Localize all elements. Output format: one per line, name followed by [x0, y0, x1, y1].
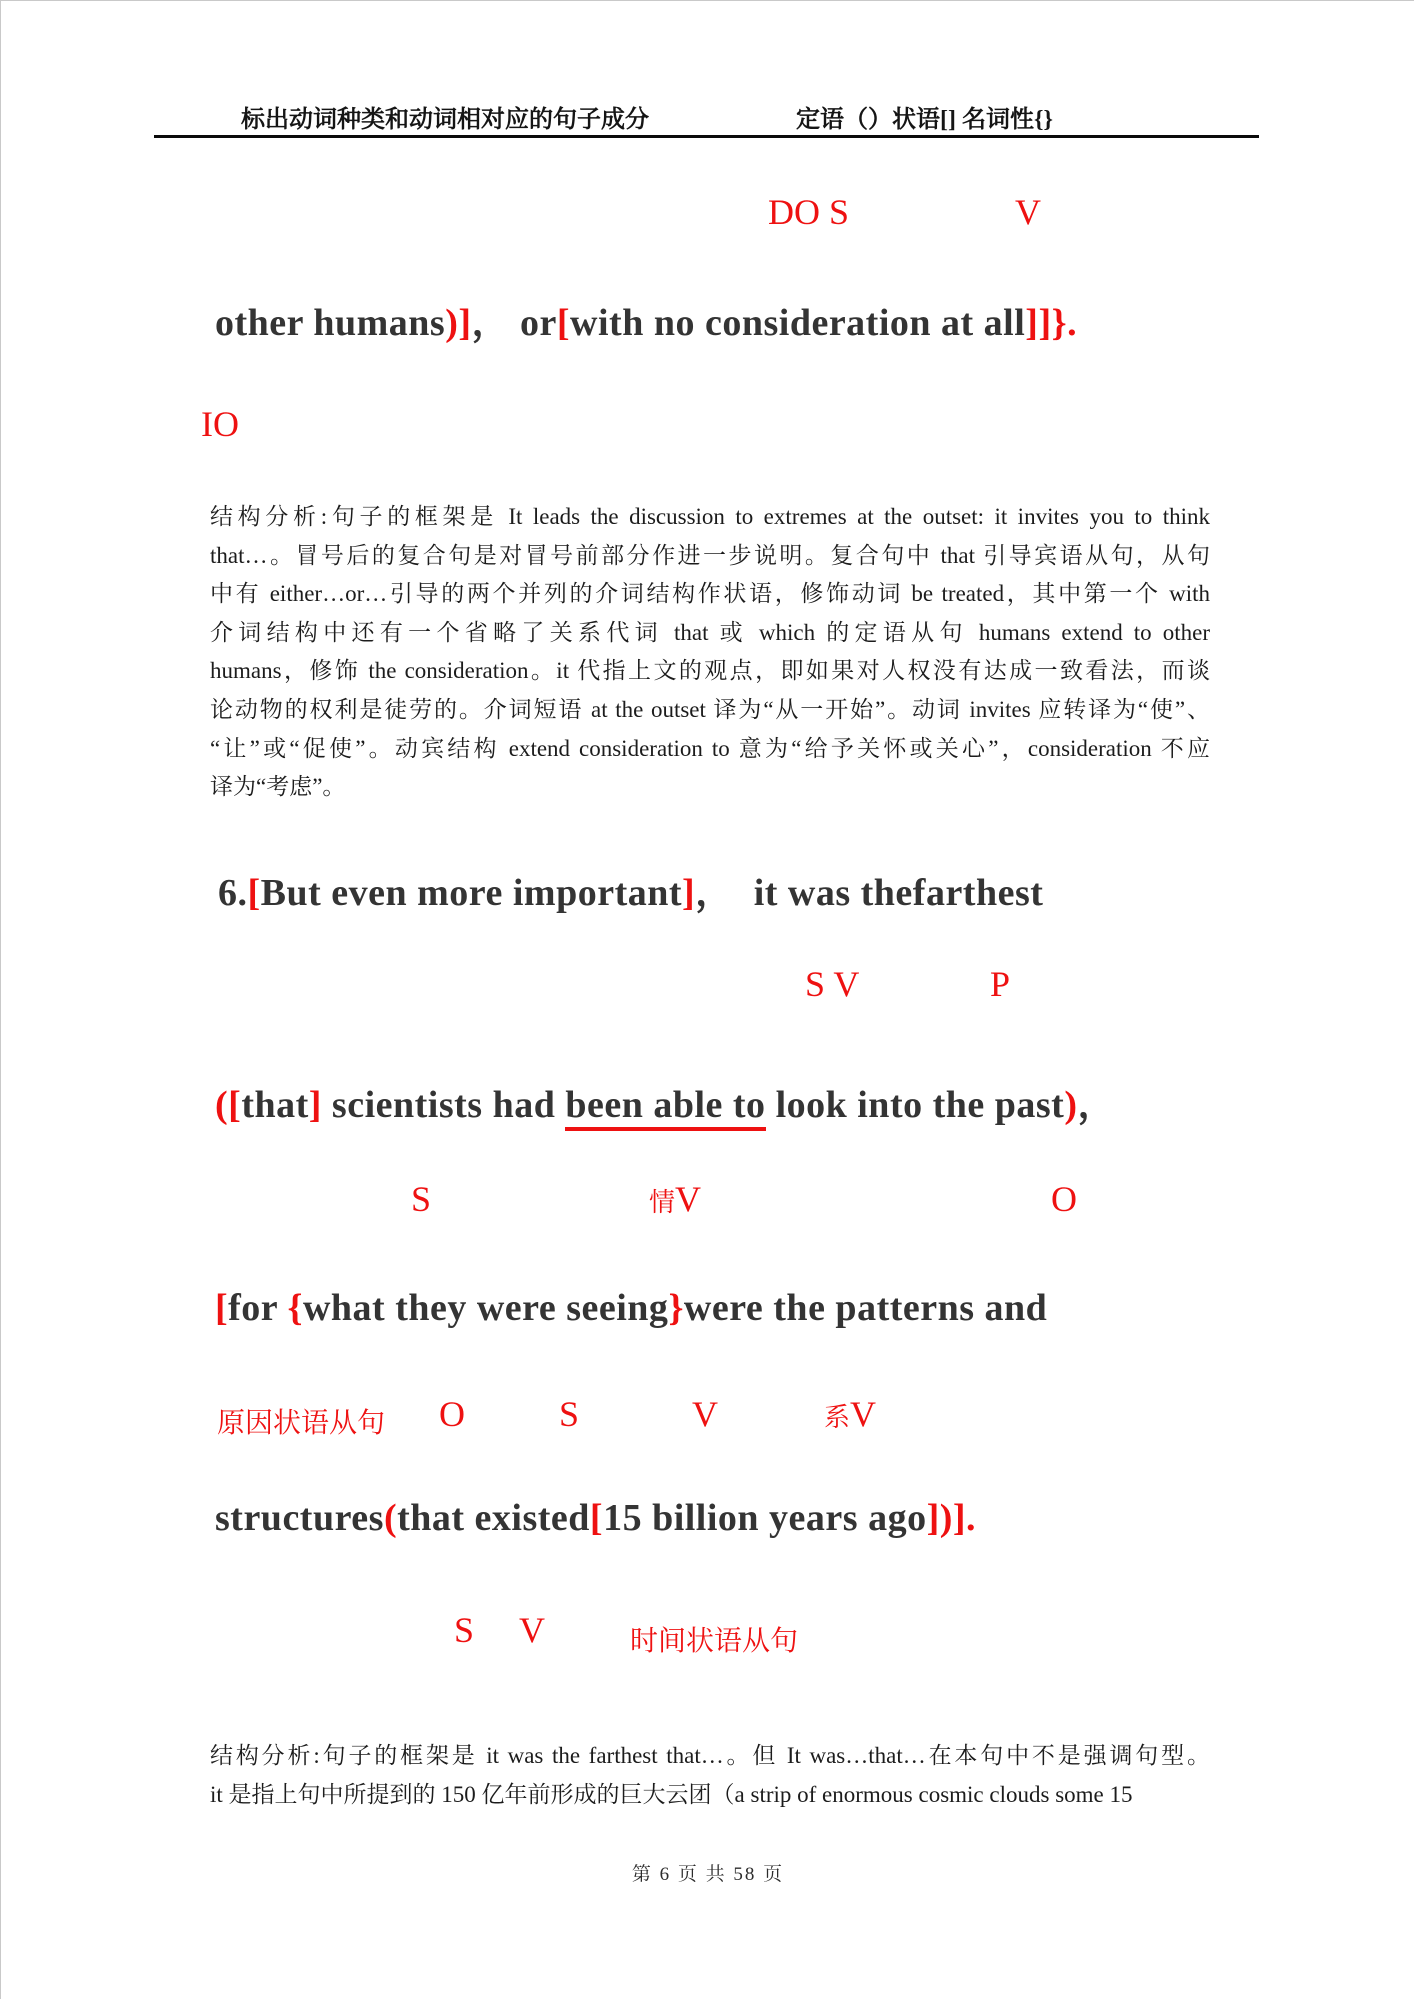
annotation-time-clause: 时间状语从句 [630, 1626, 799, 1657]
annotation-s-v: S V [805, 964, 860, 1004]
analysis-1-line: 结构分析:句子的框架是 It leads the discussion to extremes at the outset: it invites you to think [210, 504, 1210, 529]
heading-6-part: it was thefarthest [753, 872, 1044, 914]
sentence-2-part: look into the past [765, 1084, 1065, 1126]
analysis-1-line: humans，修饰 the consideration。it 代指上文的观点，即如果对人权没有达成一致看法，而谈 [210, 658, 1210, 684]
analysis-2-line: it 是指上句中所提到的 150 亿年前形成的巨大云团（a strip of enormous cosmic clouds some 15 [210, 1781, 1133, 1807]
annotation-o-2: O [1051, 1179, 1077, 1219]
red-bracket: [ [247, 872, 261, 914]
red-bracket: [ [556, 302, 571, 344]
analysis-1-line: that…。冒号后的复合句是对冒号前部分作进一步说明。复合句中 that 引导宾语从句，从句 [210, 542, 1210, 568]
sentence-1-part: other humans [215, 302, 446, 344]
heading-6-part: But even more important [260, 872, 683, 914]
annotation-v-3 [692, 1393, 718, 1435]
page-footer: 第 6 页 共 58 页 [631, 1864, 785, 1885]
annotation-xi-v [824, 1393, 876, 1435]
analysis-1-line: 译为“考虑”。 [210, 774, 346, 800]
sentence-1-part: or [520, 302, 557, 344]
red-paren: ( [383, 1497, 398, 1539]
annotation-v-2: V [675, 1179, 702, 1219]
annotation-qing: 情 [649, 1188, 676, 1217]
annotation-s-2: S [411, 1179, 432, 1219]
red-bracket: [ [215, 1287, 229, 1329]
header-legend: 定语（）状语[] 名词性{} [796, 107, 1053, 133]
sentence-line-4 [215, 1496, 976, 1540]
annotation-o-3: O [439, 1394, 465, 1434]
analysis-1-line: 中有 either…or…引导的两个并列的介词结构作状语，修饰动词 be treated，其中第一个 with [210, 581, 1210, 607]
annotation-io: IO [201, 404, 239, 444]
sentence-3-part: were the patterns and [683, 1287, 1048, 1329]
annotation-s-4: S [454, 1610, 475, 1650]
analysis-1-line: “让”或“促使”。动宾结构 extend consideration to 意为“给予关怀或关心”，consideration 不应 [210, 735, 1210, 761]
analysis-1-line: 介词结构中还有一个省略了关系代词 that 或 which 的定语从句 humans extend to other [210, 619, 1210, 645]
heading-6-number: 6. [218, 872, 248, 914]
sentence-3-part: for [228, 1287, 288, 1329]
sentence-line-1 [215, 291, 1077, 346]
sentence-2-underlined: been able to [565, 1084, 765, 1131]
sentence-4-part: that existed [397, 1497, 590, 1539]
red-bracket: ) [1064, 1084, 1078, 1126]
heading-6-part: ， [695, 872, 754, 914]
sentence-line-3 [215, 1286, 1047, 1330]
header-divider [154, 135, 1259, 138]
annotation-xi: 系 [824, 1403, 851, 1432]
annotation-reason-clause: 原因状语从句 [217, 1408, 386, 1439]
sentence-4-part: structures [215, 1497, 384, 1539]
annotation-qing-v [649, 1178, 701, 1220]
sentence-4-part: 15 billion years ago [603, 1497, 927, 1539]
analysis-paragraph-2 [210, 1737, 1210, 1814]
sentence-1-part: with no consideration at all [570, 302, 1026, 344]
annotation-p: P [990, 964, 1011, 1004]
sentence-2-part: scientists had [321, 1084, 566, 1126]
red-bracket: ])]. [926, 1497, 977, 1539]
red-bracket: [ [589, 1497, 604, 1539]
annotation-v-3-label: V [692, 1394, 718, 1434]
sentence-2-part: ， [1077, 1084, 1117, 1126]
sentence-heading-6 [218, 861, 1043, 916]
annotation-v-1: V [1015, 192, 1041, 232]
red-bracket: ]]}. [1025, 302, 1078, 344]
red-bracket: )] [445, 302, 472, 344]
analysis-1-line: 论动物的权利是徒劳的。介词短语 at the outset 译为“从一开始”。动词 invites 应转译为“使”、 [210, 696, 1210, 722]
sentence-1-part: ， [471, 302, 521, 344]
red-bracket: ([ [215, 1084, 242, 1126]
annotation-s-3: S [559, 1394, 580, 1434]
sentence-line-2 [215, 1073, 1116, 1128]
analysis-paragraph-1 [210, 498, 1210, 807]
sentence-2-part: that [241, 1084, 309, 1126]
red-bracket: ] [682, 872, 696, 914]
red-bracket: ] [308, 1084, 322, 1126]
red-brace: { [287, 1287, 303, 1329]
annotation-do-s: DO S [768, 192, 850, 232]
sentence-3-part: what they were seeing [302, 1287, 669, 1329]
annotation-v-4: V [850, 1394, 877, 1434]
annotation-v-5: V [519, 1610, 545, 1650]
red-brace: } [668, 1287, 684, 1329]
analysis-2-line: 结构分析:句子的框架是 it was the farthest that…。但 It was…that…在本句中不是强调句型。 [210, 1743, 1210, 1768]
header-title: 标出动词种类和动词相对应的句子成分 [241, 107, 649, 133]
